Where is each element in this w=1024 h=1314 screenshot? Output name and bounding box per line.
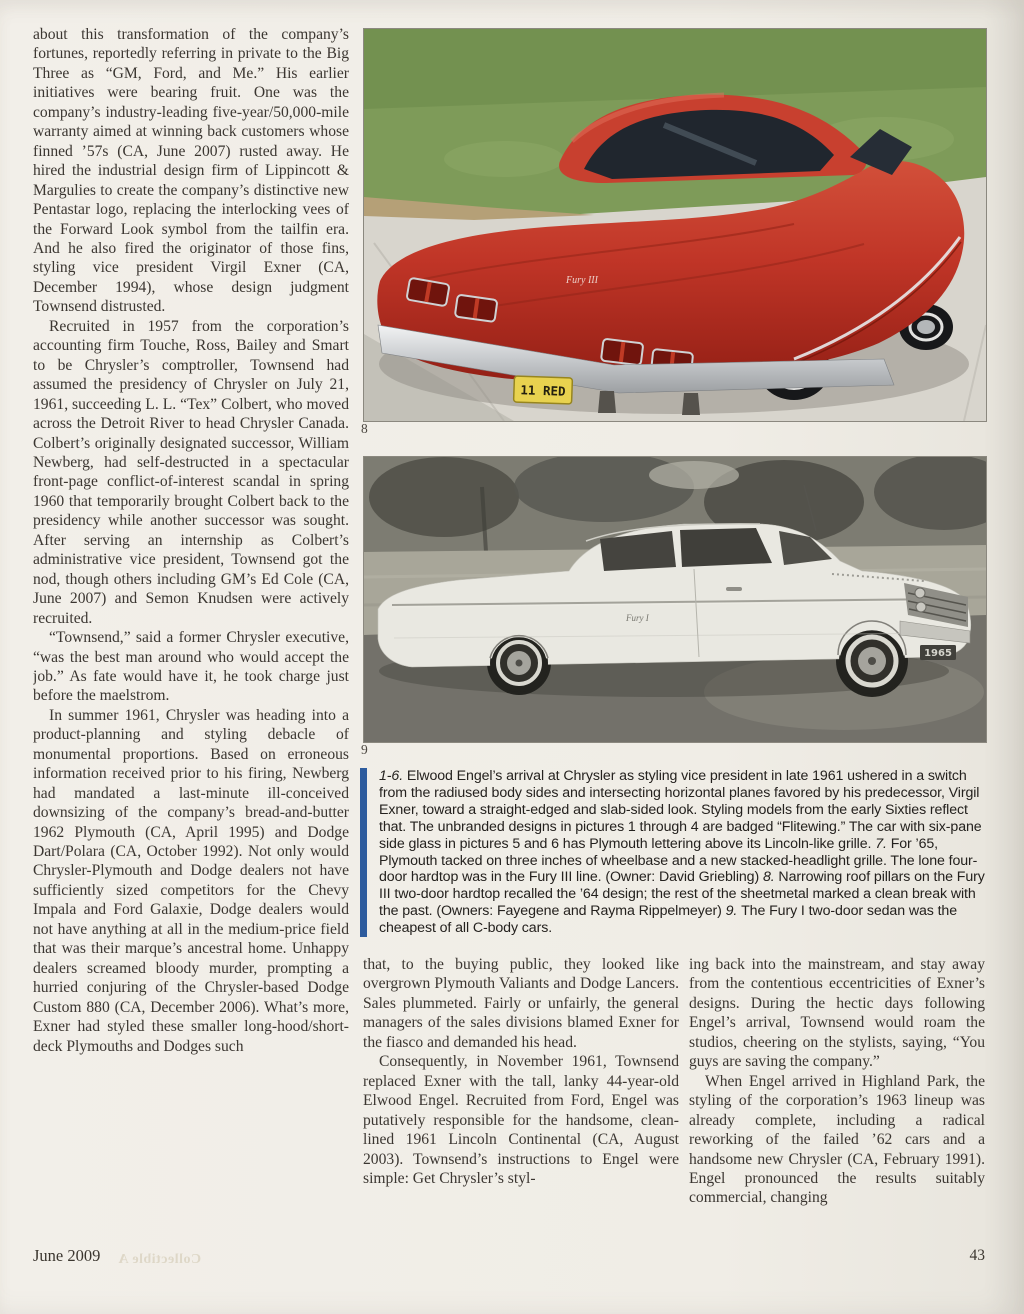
caption-item-number: 8. [762,869,779,886]
bumper-guard [682,393,700,415]
article-column-middle [363,955,679,1233]
article-column-left [33,25,349,1235]
caption-accent-bar [360,768,367,937]
fury-script-badge: Fury I [626,613,649,623]
paragraph: Consequently, in November 1961, Townsend replaced Exner with the tall, lanky 44-year-old Elwood Engel. Recruited from Ford, Engel was putatively responsible for the handsome, clean-lined 1961 Lincoln Continental (CA, August 2003). Townsend’s instructions to Engel were simple: Get Chrysler’s styl- [363,1053,679,1187]
caption-item-text: Elwood Engel’s arrival at Chrysler as styling vice president in late 1961 ushered in a switch from the radiused body sides and intersecting horizontal planes favored by his predecessor, Virgil Exner, toward a straight-edged and slab-sided look. Styling models from the early Sixties reflect that. The unbranded designs in pictures 1 through 4 are badged “Flitewing.” The car with six-pane side glass in pictures 5 and 6 has Plymouth lettering above its Lincoln-like grille. [379,768,982,852]
page-number: 43 [969,1247,985,1264]
headlight-upper [915,588,925,598]
caption-text [379,768,986,937]
left-taillight-cluster [455,295,498,322]
photo-red-fury-illustration [364,29,986,421]
caption-item-text: The Fury I two-door sedan was the cheapest of all C-body cars. [379,903,958,937]
paragraph: When Engel arrived in Highland Park, the styling of the corporation’s 1963 lineup was already complete, including a radical reworking of the failed ’62 cars and a handsome new Chrysler (CA, February 1991). Engel pronounced the results suitably commercial, changing [689,1072,985,1207]
front-plate-text: 1965 [924,648,952,659]
bumper-guard [598,391,616,413]
license-plate-text: 11 RED [520,382,566,399]
caption-item-text: For ’65, Plymouth tacked on three inches of wheelbase and a new stacked-headlight grille. The lone four-door hardtop was in the Fury III line. (Owner: David Griebling) [379,835,978,886]
photo-white-fury-sedan-front [363,456,987,743]
caption-item-text: Narrowing roof pillars on the Fury III two-door hardtop recalled the ’64 design; the rest of the sheetmetal marked a clean break with the past. (Owners: Fayegene and Rayma Rippelmeyer) [379,869,985,920]
door-handle [726,587,742,591]
caption-block [360,768,986,937]
center-taillight-cluster [601,339,643,366]
paragraph: “Townsend,” said a former Chrysler executive, “was the best man around who would accept the job.” As fate would have it, he took charge just before the maelstrom. [33,629,349,705]
footer-issue-date: June 2009 [33,1246,101,1265]
caption-item-number: 7. [875,835,891,852]
photo-white-fury-illustration [364,457,986,742]
license-plate [514,376,573,404]
paragraph: In summer 1961, Chrysler was heading into a product-planning and styling debacle of monumental proportions. Based on erroneous information received prior to his firing, Newberg had mandated a last-minute ill-conceived downsizing of the company’s bread-and-butter 1962 Plymouth (CA, April 1995) and Dodge Dart/Polara (CA, October 1992). Not only would Chrysler-Plymouth and Dodge dealers not have sufficiently sized competitors for the Chevy Impala and Ford Galaxie, Dodge dealers would not have anything at all in the medium-price field that was their marque’s ancestral home. Unhappy dealers screamed bloody murder, prompting a hurried conjuring of the Chrysler-based Dodge Custom 880 (CA, December 2006). What’s more, Exner had styled these smaller long-hood/short-deck Plymouths and Dodges such [33,706,349,1055]
paragraph: ing back into the mainstream, and stay away from the contentious eccentricities of Exner’s designs. During the hectic days following Engel’s arrival, Townsend would roam the studios, cheering on the stylists, saying, “You guys are saving the company.” [689,956,985,1071]
caption-item-number: 1-6. [379,768,407,784]
quarter-window [680,528,772,567]
paragraph: about this transformation of the company’s fortunes, reportedly referring in private to the Big Three as “GM, Ford, and Me.” His earlier initiatives were bearing fruit. One was the company’s industry-leading five-year/50,000-mile warranty aimed at winning back customers whose finned ’57s (CA, June 2007) rusted away. He hired the industrial design firm of Lippincott & Margulies to create the company’s distinctive new Pentastar logo, replacing the interlocking vees of the Forward Look symbol from the tailfin era. And he also fired the originator of those fins, styling vice president Virgil Exner (CA, December 1994), whose design judgment Townsend distrusted. [33,26,349,316]
photo-number-label: 9 [361,742,368,757]
photo-red-fury-hardtop-rear [363,28,987,422]
sky-gap [649,461,739,489]
paragraph: that, to the buying public, they looked like overgrown Plymouth Valiants and Dodge Lancers. Sales plummeted. Fairly or unfairly, the general managers of the sales divisions blamed Exner for the fiasco and demanded his head. [363,956,679,1051]
caption-item-number: 9. [725,903,742,920]
paragraph: Recruited in 1957 from the corporation’s accounting firm Touche, Ross, Bailey and Smart to be Chrysler’s comptroller, Townsend had assumed the presidency of Chrysler on July 21, 1961, succeeding L. L. “Tex” Colbert, who moved across the Detroit River to head Chrysler Canada. Colbert’s originally designated successor, William Newberg, had self-destructed in a spectacular front-page conflict-of-interest scandal in spring 1960 that temporarily brought Colbert back to the presidency while another successor was sought. After serving an internship as Colbert’s administrative vice president, Townsend got the nod, though others including GM’s Ed Cole (CA, June 2007) and Semon Knudsen were actively recruited. [33,317,349,627]
print-through-ghost-text: Collectible A [118,1252,202,1267]
fury-script-badge: Fury III [566,275,598,286]
photo-number-label: 8 [361,421,368,436]
article-column-right [689,955,985,1233]
grass-highlight [444,141,564,177]
tree [369,457,519,537]
headlight-lower [916,602,926,612]
front-license-plate [920,645,956,660]
